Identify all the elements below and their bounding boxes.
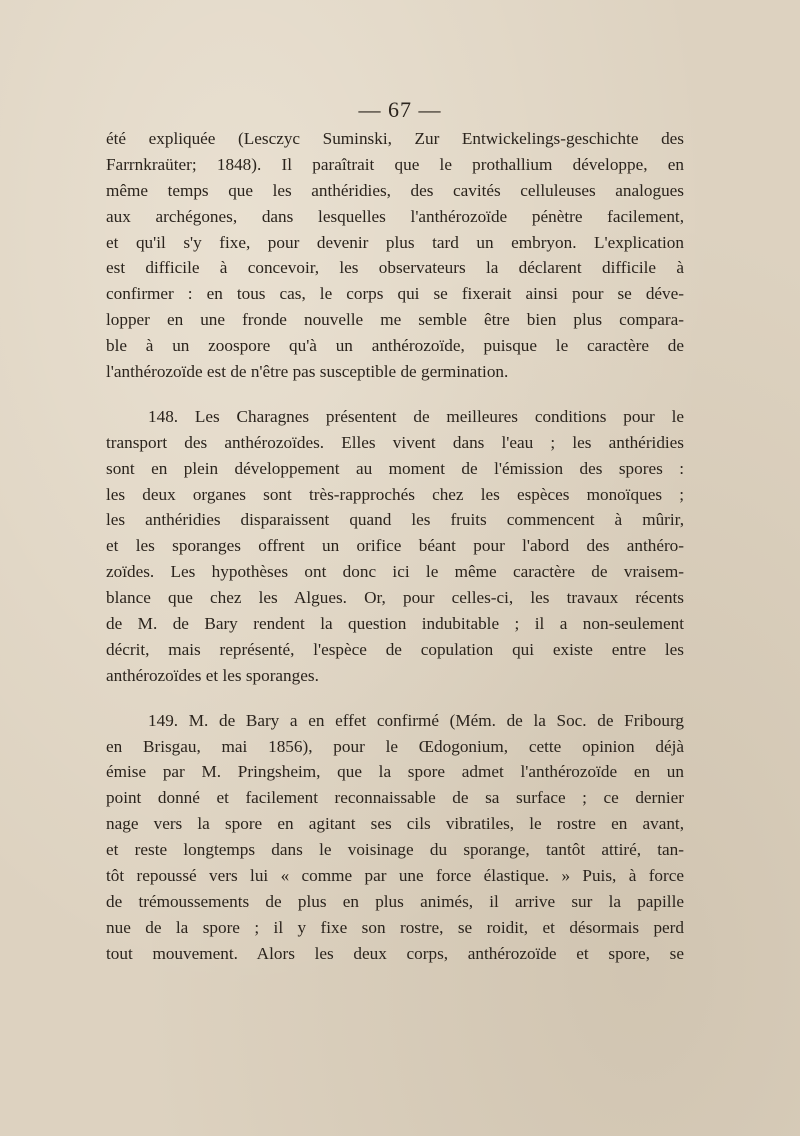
text-line: les deux organes sont très-rapprochés chez les espèces monoïques ; bbox=[106, 484, 684, 504]
text-line: même temps que les anthéridies, des cavités celluleuses analogues bbox=[106, 180, 684, 200]
text-line: confirmer : en tous cas, le corps qui se fixerait ainsi pour se déve- bbox=[106, 284, 684, 304]
text-line: est difficile à concevoir, les observateurs la déclarent difficile à bbox=[106, 258, 684, 278]
text-line: blance que chez les Algues. Or, pour celles-ci, les travaux récents bbox=[106, 588, 684, 608]
text-line: 149. M. de Bary a en effet confirmé (Mém. de la Soc. de Fribourg bbox=[148, 710, 684, 730]
text-line: en Brisgau, mai 1856), pour le Œdogonium, cette opinion déjà bbox=[106, 736, 684, 756]
text-line: tôt repoussé vers lui « comme par une force élastique. » Puis, à force bbox=[106, 866, 684, 886]
paragraph-148 bbox=[106, 404, 684, 689]
paragraph-1 bbox=[106, 126, 684, 385]
text-line: et qu'il s'y fixe, pour devenir plus tard un embryon. L'explication bbox=[106, 232, 684, 252]
text-line: tout mouvement. Alors les deux corps, anthérozoïde et spore, se bbox=[106, 943, 684, 963]
text-line: décrit, mais représenté, l'espèce de copulation qui existe entre les bbox=[106, 639, 684, 659]
text-line: nue de la spore ; il y fixe son rostre, se roidit, et désormais perd bbox=[106, 917, 684, 937]
text-line: de trémoussements de plus en plus animés, il arrive sur la papille bbox=[106, 891, 684, 911]
text-line: zoïdes. Les hypothèses ont donc ici le même caractère de vraisem- bbox=[106, 562, 684, 582]
text-line: sont en plein développement au moment de l'émission des spores : bbox=[106, 458, 684, 478]
text-line: et les sporanges offrent un orifice béant pour l'abord des anthéro- bbox=[106, 536, 684, 556]
text-line: lopper en une fronde nouvelle me semble être bien plus compara- bbox=[106, 310, 684, 330]
text-line: anthérozoïdes et les sporanges. bbox=[106, 665, 319, 685]
text-line: point donné et facilement reconnaissable de sa surface ; ce dernier bbox=[106, 788, 684, 808]
text-line: ble à un zoospore qu'à un anthérozoïde, puisque le caractère de bbox=[106, 336, 684, 356]
text-line: transport des anthérozoïdes. Elles vivent dans l'eau ; les anthéridies bbox=[106, 432, 684, 452]
text-line: Farrnkraüter; 1848). Il paraîtrait que le prothallium développe, en bbox=[106, 154, 684, 174]
page-text bbox=[106, 126, 684, 967]
text-line: été expliquée (Lesczyc Suminski, Zur Entwickelings-geschichte des bbox=[106, 129, 684, 148]
text-line: nage vers la spore en agitant ses cils vibratiles, le rostre en avant, bbox=[106, 814, 684, 834]
text-line: 148. Les Charagnes présentent de meilleures conditions pour le bbox=[148, 406, 684, 426]
text-line: l'anthérozoïde est de n'être pas susceptible de germination. bbox=[106, 362, 509, 382]
text-line: et reste longtemps dans le voisinage du sporange, tantôt attiré, tan- bbox=[106, 840, 684, 860]
text-line: émise par M. Pringsheim, que la spore admet l'anthérozoïde en un bbox=[106, 762, 684, 782]
text-line: de M. de Bary rendent la question indubitable ; il a non-seulement bbox=[106, 614, 684, 634]
page-number: — 67 — bbox=[358, 97, 442, 122]
paragraph-149 bbox=[106, 708, 684, 967]
text-line: les anthéridies disparaissent quand les fruits commencent à mûrir, bbox=[106, 510, 684, 530]
text-line: aux archégones, dans lesquelles l'anthérozoïde pénètre facilement, bbox=[106, 206, 684, 226]
